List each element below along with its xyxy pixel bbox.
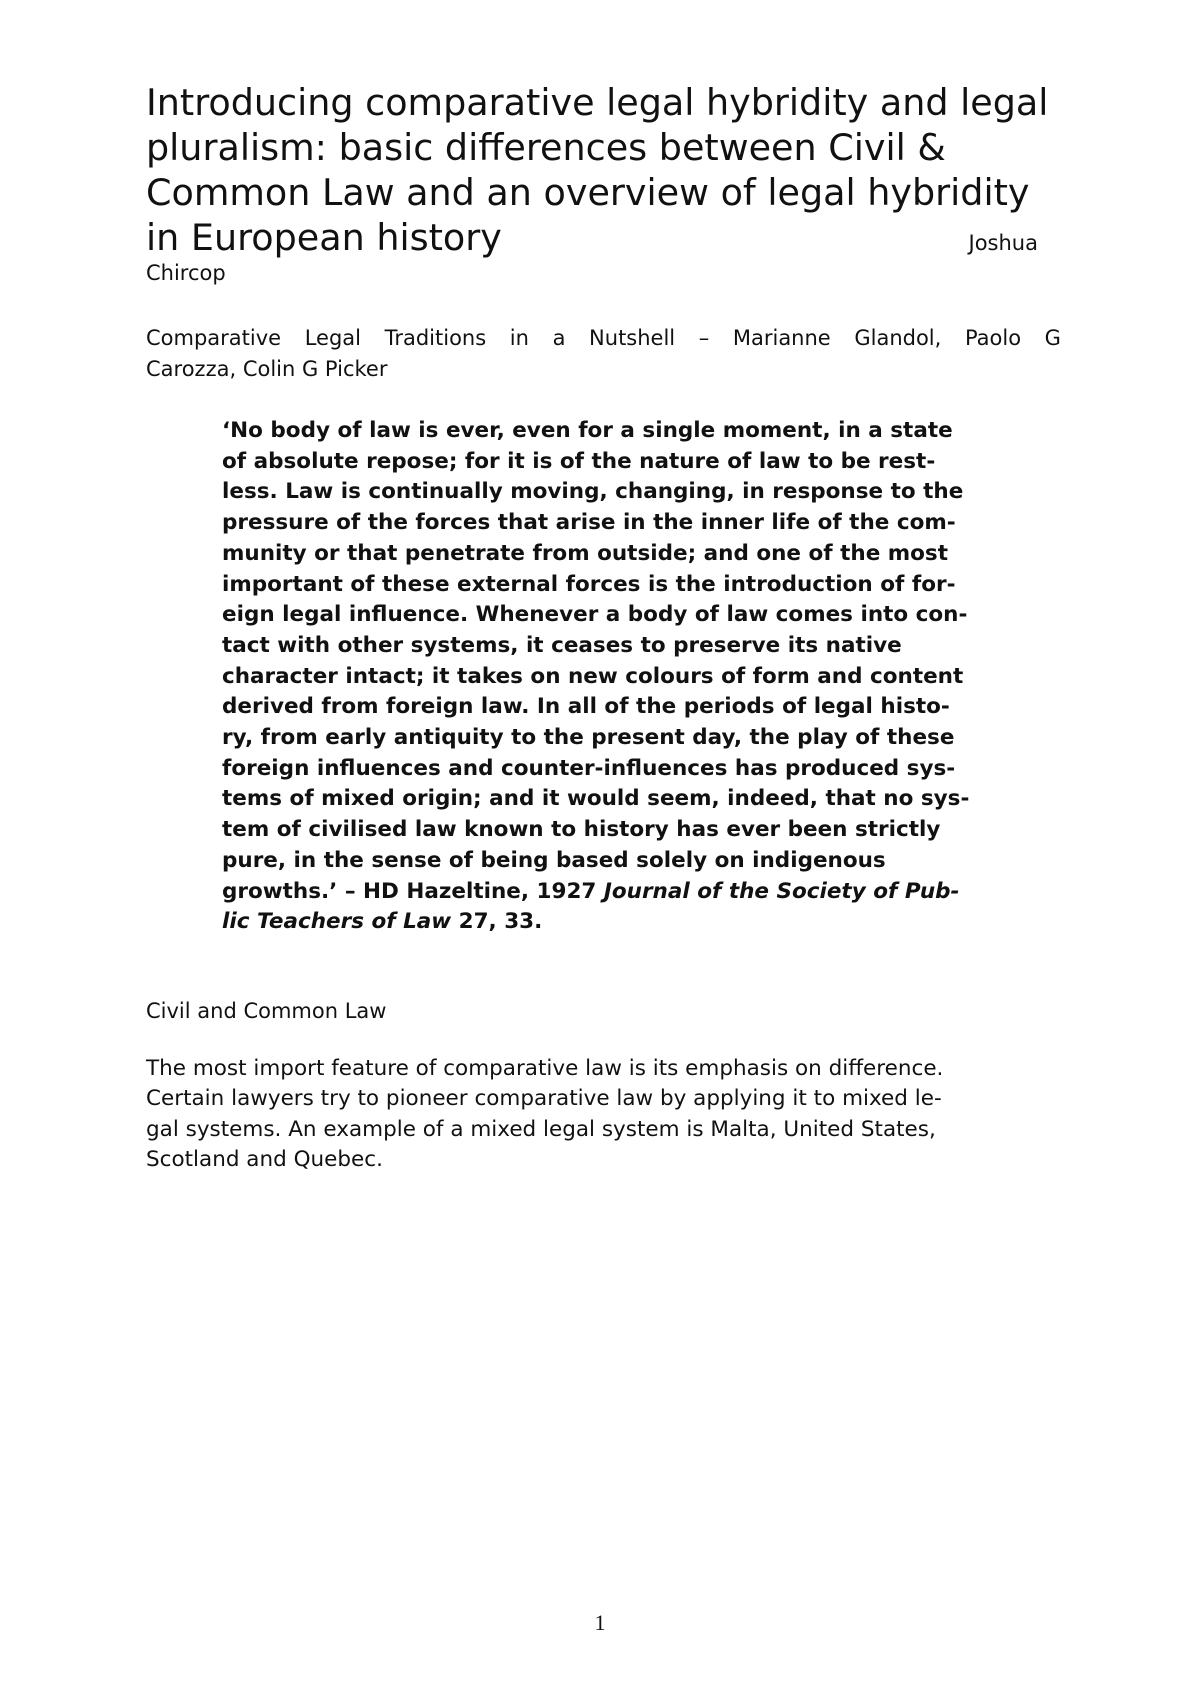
quote-citation-text: growths.’ – HD Hazeltine, 1927 <box>222 878 604 904</box>
body-line: Scotland and Quebec. <box>146 1147 383 1173</box>
source-reference <box>146 323 1061 385</box>
title-line: Common Law and an overview of legal hybridity <box>146 171 1030 214</box>
body-line: gal systems. An example of a mixed legal system is Malta, United States, <box>146 1116 936 1142</box>
quote-citation-line <box>222 907 1062 938</box>
quote-citation-line <box>222 877 1062 908</box>
title-last-line <box>146 215 1066 266</box>
source-word: G <box>1044 326 1061 350</box>
journal-title: Journal of the Society of Pub- <box>603 878 960 904</box>
quote-line: tact with other systems, it ceases to preserve its native <box>222 632 902 658</box>
source-line <box>146 323 1061 354</box>
journal-title: lic Teachers of Law <box>222 909 452 935</box>
quote-line: tem of civilised law known to history has ever been strictly <box>222 817 941 843</box>
quote-line: derived from foreign law. In all of the periods of legal histo- <box>222 694 950 720</box>
quote-line: pressure of the forces that arise in the inner life of the com- <box>222 510 956 536</box>
document-title <box>146 80 1066 266</box>
quote-citation-text: 27, 33. <box>451 909 543 935</box>
body-paragraph <box>146 1054 1061 1176</box>
source-word: Nutshell <box>589 326 676 350</box>
source-word: Glandol, <box>854 326 942 350</box>
source-word: Marianne <box>732 326 831 350</box>
source-word: Paolo <box>964 326 1022 350</box>
author-last-name: Chircop <box>146 261 226 285</box>
source-word: Legal <box>304 326 361 350</box>
body-line: The most import feature of comparative law is its emphasis on difference. <box>146 1056 944 1081</box>
source-word: a <box>552 326 566 350</box>
title-line: pluralism: basic differences between Civil & <box>146 126 946 169</box>
body-line: Certain lawyers try to pioneer comparative law by applying it to mixed le- <box>146 1086 942 1112</box>
quote-line: ‘No body of law is ever, even for a single moment, in a state <box>222 418 953 443</box>
title-line: Introducing comparative legal hybridity and legal <box>146 81 1049 124</box>
source-word: – <box>698 326 710 350</box>
source-line: Carozza, Colin G Picker <box>146 357 388 381</box>
source-word: Comparative <box>146 326 282 350</box>
quote-line: ry, from early antiquity to the present day, the play of these <box>222 725 955 751</box>
quote-line: character intact; it takes on new colours of form and content <box>222 663 964 689</box>
quote-line: foreign influences and counter-influences has produced sys- <box>222 755 956 781</box>
source-word: Traditions <box>384 326 487 350</box>
title-line: in European history <box>146 216 502 259</box>
quote-line: important of these external forces is the introduction of for- <box>222 571 956 597</box>
quote-line: less. Law is continually moving, changing, in response to the <box>222 479 964 505</box>
quote-line: eign legal influence. Whenever a body of law comes into con- <box>222 602 968 628</box>
quote-line: of absolute repose; for it is of the nature of law to be rest- <box>222 448 936 474</box>
quote-line: munity or that penetrate from outside; and one of the most <box>222 540 949 566</box>
section-heading: Civil and Common Law <box>146 999 387 1023</box>
page-number: 1 <box>594 1610 606 1635</box>
quote-line: tems of mixed origin; and it would seem, indeed, that no sys- <box>222 786 970 812</box>
hazeltine-quote <box>222 416 1062 938</box>
source-word: in <box>509 326 529 350</box>
author-first-name: Joshua <box>968 231 1038 255</box>
quote-line: pure, in the sense of being based solely on indigenous <box>222 847 886 873</box>
